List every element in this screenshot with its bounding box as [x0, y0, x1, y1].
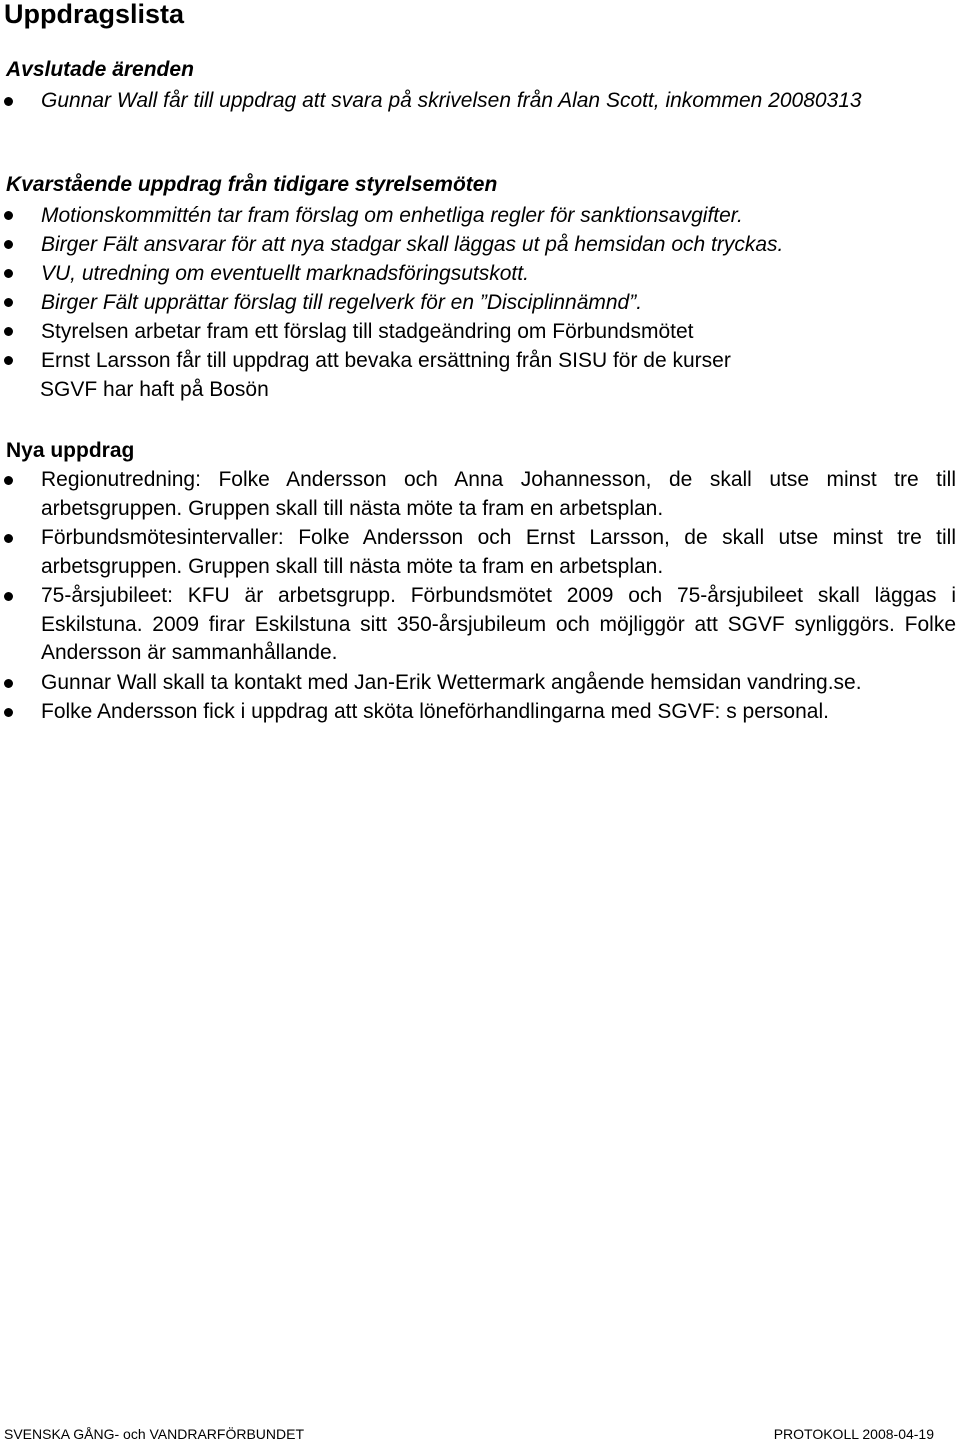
- heading-avslutade: Avslutade ärenden: [6, 58, 194, 81]
- list-item-text: Förbundsmötesintervaller: Folke Andersson och Ernst Larsson, de skall utse minst tre till arbetsgruppen. Gruppen skall till nästa möte ta fram en arbetsplan.: [41, 526, 956, 578]
- list-item-text: SGVF har haft på Bosön: [40, 378, 269, 401]
- list-item-text: Birger Fält upprättar förslag till regelverk för en ”Disciplinnämnd”.: [41, 291, 643, 314]
- list-item-text: Ernst Larsson får till uppdrag att bevaka ersättning från SISU för de kurser: [41, 349, 731, 372]
- bullet-icon: [4, 211, 13, 220]
- list-item: [0, 201, 960, 230]
- list-item-text: Styrelsen arbetar fram ett förslag till stadgeändring om Förbundsmötet: [41, 320, 694, 343]
- list-item: [0, 317, 960, 346]
- list-item: [0, 698, 960, 727]
- bullet-icon: [4, 269, 13, 278]
- heading-nya-uppdrag: Nya uppdrag: [6, 439, 135, 462]
- list-item: [0, 346, 960, 375]
- bullet-icon: [4, 356, 13, 365]
- list-item: [0, 466, 960, 523]
- bullet-icon: [4, 476, 13, 485]
- list-item-text: Birger Fält ansvarar för att nya stadgar skall läggas ut på hemsidan och tryckas.: [41, 233, 784, 256]
- list-item: [0, 524, 960, 581]
- bullet-icon: [4, 298, 13, 307]
- list-kvarstaende: [0, 201, 960, 404]
- list-item: [0, 288, 960, 317]
- list-item-text: Motionskommittén tar fram förslag om enhetliga regler för sanktionsavgifter.: [41, 204, 743, 227]
- list-item-text: VU, utredning om eventuellt marknadsföringsutskott.: [41, 262, 529, 285]
- list-avslutade: [0, 87, 960, 115]
- list-item-text: Gunnar Wall får till uppdrag att svara på skrivelsen från Alan Scott, inkommen 20080313: [41, 89, 862, 112]
- bullet-icon: [4, 708, 13, 717]
- list-item-continuation: [0, 375, 960, 404]
- list-item-text: Folke Andersson fick i uppdrag att sköta löneförhandlingarna med SGVF: s personal.: [41, 700, 829, 723]
- list-item-text: Gunnar Wall skall ta kontakt med Jan-Erik Wettermark angående hemsidan vandring.se.: [41, 670, 862, 694]
- footer-protocol-date: PROTOKOLL 2008-04-19: [773, 1426, 934, 1442]
- list-item: [0, 230, 960, 259]
- list-item: [0, 87, 960, 115]
- list-item-text: Regionutredning: Folke Andersson och Anna Johannesson, de skall utse minst tre till arbetsgruppen. Gruppen skall till nästa möte ta fram en arbetsplan.: [41, 468, 956, 520]
- bullet-icon: [4, 534, 13, 543]
- heading-kvarstaende: Kvarstående uppdrag från tidigare styrelsemöten: [6, 173, 498, 196]
- footer-organization: SVENSKA GÅNG- och VANDRARFÖRBUNDET: [4, 1426, 305, 1442]
- list-item: [0, 669, 960, 698]
- bullet-icon: [4, 240, 13, 249]
- list-nya-uppdrag: [0, 466, 960, 728]
- bullet-icon: [4, 592, 13, 601]
- list-item-text: 75-årsjubileet: KFU är arbetsgrupp. Förbundsmötet 2009 och 75-årsjubileet skall läggas i Eskilstuna. 2009 firar Eskilstuna sitt 350-årsjubileum och möjliggör att SGVF synliggörs. Folke Andersson är sammanhållande.: [41, 584, 956, 664]
- bullet-icon: [4, 679, 13, 688]
- page-title: Uppdragslista: [4, 0, 185, 29]
- bullet-icon: [4, 327, 13, 336]
- bullet-icon: [4, 97, 13, 106]
- list-item: [0, 259, 960, 288]
- list-item: [0, 582, 960, 668]
